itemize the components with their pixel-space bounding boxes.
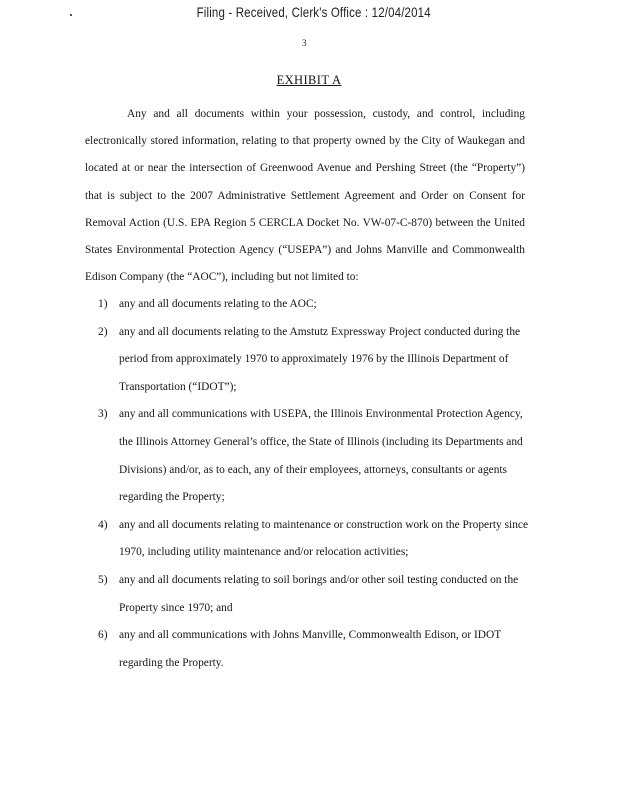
list-item (98, 319, 528, 402)
list-item-text: any and all documents relating to maintenance or construction work on the Property since 1970, including utility maintenance and/or relocation activities; (119, 518, 528, 559)
list-item-number: 3) (98, 408, 108, 421)
list-item (98, 567, 528, 622)
intro-text: Any and all documents within your possession, custody, and control, including electronically stored information, relating to that property owned by the City of Waukegan and located at or near the intersection of Greenwood Avenue and Pershing Street (the “Property”) that is subject to the 2007 Administrative Settlement Agreement and Order on Consent for Removal Action (U.S. EPA Region 5 CERCLA Docket No. VW-07-C-870) between the United States Environmental Protection Agency (“USEPA”) and Johns Manville and Commonwealth Edison Company (the “AOC”), including but not limited to: (85, 108, 525, 284)
list-item-number: 2) (98, 325, 108, 338)
list-item-text: any and all documents relating to the AOC; (119, 298, 317, 310)
list-item-text: any and all documents relating to soil borings and/or other soil testing conducted on the Property since 1970; and (119, 573, 519, 614)
list-item (98, 291, 528, 319)
list-item-number: 6) (98, 629, 108, 642)
list-item (98, 622, 528, 677)
list-item (98, 512, 528, 567)
exhibit-title-text: EXHIBIT A (276, 73, 342, 87)
list-item-number: 4) (98, 518, 108, 531)
request-list (98, 291, 528, 677)
list-item-number: 5) (98, 573, 108, 586)
list-item-number: 1) (98, 298, 108, 310)
filing-stamp: Filing - Received, Clerk's Office : 12/04/2014 (196, 4, 431, 20)
page-number: 3 (302, 38, 307, 48)
list-item-text: any and all communications with Johns Manville, Commonwealth Edison, or IDOT regarding the Property. (119, 629, 501, 669)
list-item-text: any and all communications with USEPA, the Illinois Environmental Protection Agency, the Illinois Attorney General’s office, the State of Illinois (including its Departments and Divisions) and/or, as to each, any of their employees, attorneys, consultants or agents regarding the Property; (119, 408, 523, 504)
list-item-text: any and all documents relating to the Amstutz Expressway Project conducted during the period from approximately 1970 to approximately 1976 by the Illinois Department of Transportation (“IDOT”); (119, 325, 521, 393)
intro-paragraph (85, 101, 525, 291)
list-item (98, 401, 528, 511)
exhibit-title (0, 73, 618, 88)
